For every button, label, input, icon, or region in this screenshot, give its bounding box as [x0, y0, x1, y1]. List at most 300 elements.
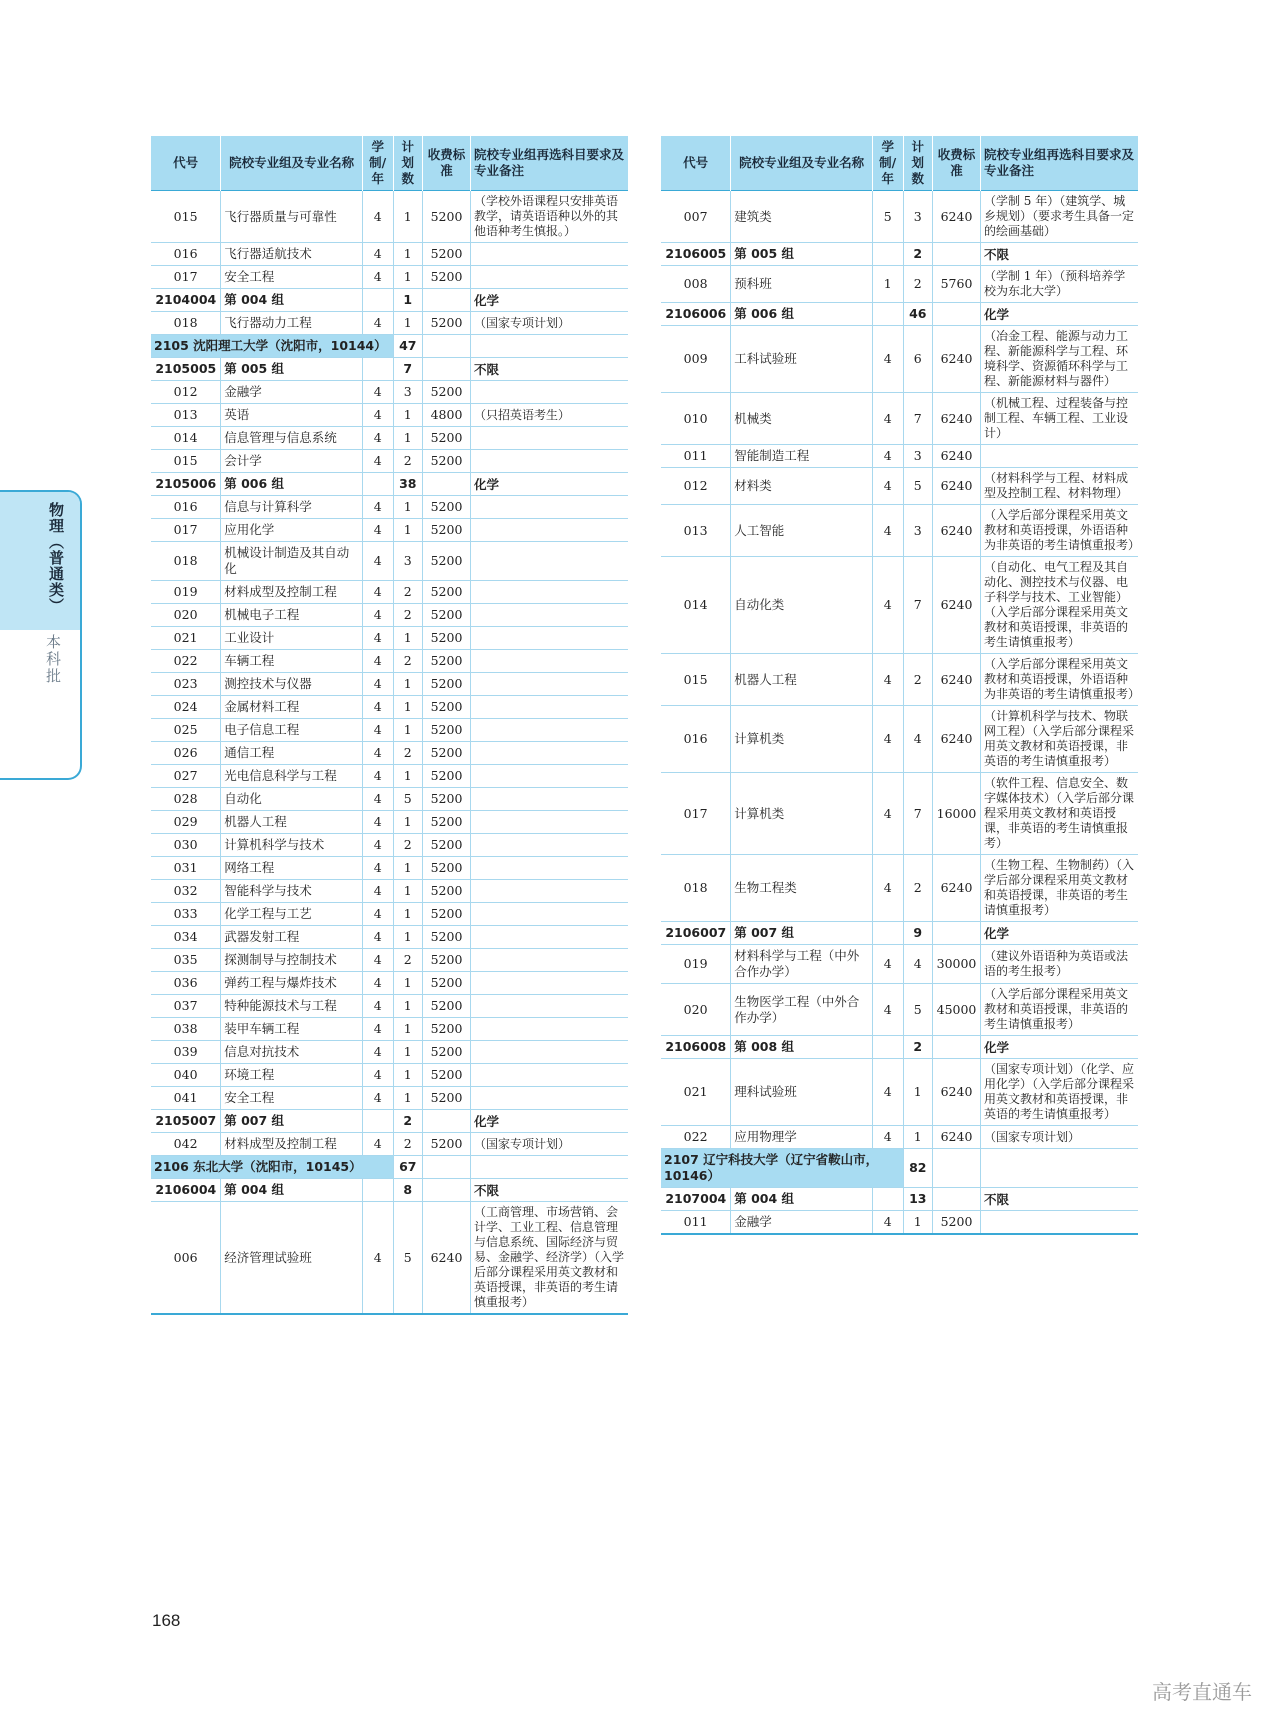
major-note: （材料科学与工程、材料成型及控制工程、材料物理） — [980, 468, 1138, 505]
major-plan: 2 — [903, 266, 933, 303]
major-code: 035 — [151, 949, 221, 972]
major-years: 4 — [362, 604, 393, 627]
major-years: 4 — [872, 468, 903, 505]
major-name: 弹药工程与爆炸技术 — [221, 972, 363, 995]
major-note — [470, 903, 628, 926]
major-years: 4 — [872, 773, 903, 855]
major-name: 光电信息科学与工程 — [221, 765, 363, 788]
major-name: 特种能源技术与工程 — [221, 995, 363, 1018]
major-code: 034 — [151, 926, 221, 949]
major-years: 4 — [872, 1211, 903, 1235]
major-name: 预科班 — [731, 266, 873, 303]
major-note — [470, 604, 628, 627]
major-row — [661, 393, 1138, 445]
group-plan: 2 — [393, 1110, 423, 1133]
header-name: 院校专业组及专业名称 — [731, 136, 873, 191]
major-note — [470, 1064, 628, 1087]
major-row — [151, 742, 628, 765]
group-plan: 38 — [393, 473, 423, 496]
major-note: （学制 1 年）（预科培养学校为东北大学） — [980, 266, 1138, 303]
major-note — [470, 995, 628, 1018]
major-years: 4 — [362, 312, 393, 335]
major-code: 027 — [151, 765, 221, 788]
major-row — [151, 581, 628, 604]
side-tab-batch: 本科批 — [44, 634, 62, 685]
major-name: 材料类 — [731, 468, 873, 505]
major-code: 022 — [661, 1126, 731, 1149]
major-plan: 3 — [903, 191, 933, 243]
major-fee: 5200 — [423, 627, 471, 650]
major-plan: 1 — [393, 857, 423, 880]
group-name: 第 007 组 — [221, 1110, 363, 1133]
major-note: （国家专项计划） — [980, 1126, 1138, 1149]
group-years — [362, 473, 393, 496]
group-subject-requirement: 不限 — [980, 1188, 1138, 1211]
side-tab-category: 物理（普通类） — [47, 502, 65, 614]
major-note: （入学后部分课程采用英文教材和英语授课，非英语的考生请慎重报考） — [980, 984, 1138, 1036]
major-row — [661, 706, 1138, 773]
major-plan: 5 — [903, 984, 933, 1036]
major-fee: 6240 — [933, 1059, 981, 1126]
watermark-text: 高考直通车 — [1152, 1680, 1252, 1704]
major-fee: 5760 — [933, 266, 981, 303]
major-fee: 5200 — [423, 496, 471, 519]
major-name: 金融学 — [221, 381, 363, 404]
group-years — [362, 289, 393, 312]
major-years: 4 — [362, 903, 393, 926]
major-name: 材料科学与工程（中外合作办学） — [731, 945, 873, 984]
major-years: 4 — [362, 972, 393, 995]
major-row — [151, 926, 628, 949]
group-years — [872, 243, 903, 266]
major-plan: 6 — [903, 326, 933, 393]
group-name: 第 006 组 — [731, 303, 873, 326]
major-years: 4 — [362, 673, 393, 696]
table-header-row — [661, 136, 1138, 191]
major-years: 4 — [362, 1064, 393, 1087]
major-years: 1 — [872, 266, 903, 303]
major-fee: 6240 — [933, 191, 981, 243]
major-row — [661, 654, 1138, 706]
major-years: 4 — [872, 945, 903, 984]
header-name: 院校专业组及专业名称 — [221, 136, 363, 191]
major-name: 建筑类 — [731, 191, 873, 243]
group-name: 第 004 组 — [221, 289, 363, 312]
group-name: 第 006 组 — [221, 473, 363, 496]
major-years: 4 — [362, 696, 393, 719]
major-code: 017 — [151, 519, 221, 542]
major-name: 理科试验班 — [731, 1059, 873, 1126]
major-row — [151, 650, 628, 673]
major-plan: 1 — [393, 1064, 423, 1087]
group-code: 2104004 — [151, 289, 221, 312]
university-plan: 47 — [393, 335, 423, 358]
major-fee: 5200 — [423, 650, 471, 673]
major-plan: 1 — [393, 903, 423, 926]
group-name: 第 008 组 — [731, 1036, 873, 1059]
major-plan: 2 — [393, 450, 423, 473]
major-fee: 6240 — [933, 326, 981, 393]
major-fee: 5200 — [423, 811, 471, 834]
major-plan: 2 — [393, 650, 423, 673]
group-name: 第 005 组 — [731, 243, 873, 266]
major-row — [151, 1064, 628, 1087]
major-plan: 1 — [393, 312, 423, 335]
group-code: 2105007 — [151, 1110, 221, 1133]
major-row — [151, 1202, 628, 1315]
major-note — [470, 627, 628, 650]
major-note — [470, 496, 628, 519]
major-name: 金融学 — [731, 1211, 873, 1235]
major-plan: 4 — [903, 706, 933, 773]
major-row — [151, 450, 628, 473]
university-note — [470, 335, 628, 358]
group-plan: 2 — [903, 243, 933, 266]
university-fee — [933, 1149, 981, 1188]
major-name: 探测制导与控制技术 — [221, 949, 363, 972]
major-name: 化学工程与工艺 — [221, 903, 363, 926]
major-plan: 2 — [393, 834, 423, 857]
major-plan: 3 — [393, 542, 423, 581]
major-name: 通信工程 — [221, 742, 363, 765]
major-row — [151, 765, 628, 788]
major-name: 应用化学 — [221, 519, 363, 542]
major-years: 5 — [872, 191, 903, 243]
major-code: 017 — [661, 773, 731, 855]
major-fee: 6240 — [933, 557, 981, 654]
major-years: 4 — [872, 855, 903, 922]
major-years: 4 — [362, 450, 393, 473]
major-note — [470, 1041, 628, 1064]
major-plan: 1 — [393, 972, 423, 995]
major-code: 012 — [151, 381, 221, 404]
major-code: 020 — [661, 984, 731, 1036]
group-years — [872, 1036, 903, 1059]
major-row — [661, 1126, 1138, 1149]
major-name: 英语 — [221, 404, 363, 427]
major-note: （自动化、电气工程及其自动化、测控技术与仪器、电子科学与技术、工业智能）（入学后部分课程采用英文教材和英语授课，非英语的考生请慎重报考） — [980, 557, 1138, 654]
major-note — [470, 1018, 628, 1041]
major-fee: 16000 — [933, 773, 981, 855]
major-years: 4 — [872, 1059, 903, 1126]
major-name: 机械设计制造及其自动化 — [221, 542, 363, 581]
group-row — [661, 243, 1138, 266]
major-plan: 3 — [903, 505, 933, 557]
major-fee: 5200 — [423, 604, 471, 627]
major-years: 4 — [872, 557, 903, 654]
group-fee — [423, 1179, 471, 1202]
group-fee — [933, 1188, 981, 1211]
major-note: （建议外语语种为英语或法语的考生报考） — [980, 945, 1138, 984]
major-code: 031 — [151, 857, 221, 880]
major-name: 飞行器适航技术 — [221, 243, 363, 266]
major-fee: 5200 — [423, 450, 471, 473]
major-years: 4 — [362, 519, 393, 542]
major-code: 011 — [661, 445, 731, 468]
major-fee: 5200 — [423, 1064, 471, 1087]
major-name: 智能科学与技术 — [221, 880, 363, 903]
major-years: 4 — [872, 984, 903, 1036]
major-plan: 2 — [393, 581, 423, 604]
major-years: 4 — [362, 1202, 393, 1315]
major-code: 014 — [661, 557, 731, 654]
major-years: 4 — [362, 243, 393, 266]
major-row — [661, 773, 1138, 855]
group-subject-requirement: 不限 — [980, 243, 1138, 266]
major-years: 4 — [362, 857, 393, 880]
major-name: 机械类 — [731, 393, 873, 445]
major-code: 039 — [151, 1041, 221, 1064]
major-row — [151, 496, 628, 519]
group-subject-requirement: 不限 — [470, 358, 628, 381]
major-fee: 5200 — [423, 719, 471, 742]
major-note — [470, 673, 628, 696]
major-years: 4 — [872, 505, 903, 557]
major-fee: 5200 — [423, 1133, 471, 1156]
group-row — [151, 1110, 628, 1133]
group-years — [362, 1110, 393, 1133]
university-row — [151, 335, 628, 358]
major-name: 电子信息工程 — [221, 719, 363, 742]
group-code: 2106007 — [661, 922, 731, 945]
group-row — [151, 358, 628, 381]
major-code: 016 — [151, 243, 221, 266]
major-fee: 5200 — [423, 742, 471, 765]
major-plan: 1 — [393, 1041, 423, 1064]
group-row — [661, 922, 1138, 945]
major-name: 车辆工程 — [221, 650, 363, 673]
major-years: 4 — [362, 719, 393, 742]
group-subject-requirement: 化学 — [980, 303, 1138, 326]
major-name: 飞行器动力工程 — [221, 312, 363, 335]
major-plan: 1 — [393, 811, 423, 834]
major-code: 029 — [151, 811, 221, 834]
major-name: 机械电子工程 — [221, 604, 363, 627]
major-note — [470, 719, 628, 742]
major-plan: 5 — [903, 468, 933, 505]
major-row — [151, 972, 628, 995]
major-note — [470, 972, 628, 995]
major-fee: 5200 — [423, 542, 471, 581]
group-row — [661, 1188, 1138, 1211]
major-plan: 1 — [393, 765, 423, 788]
major-fee: 6240 — [423, 1202, 471, 1315]
major-code: 026 — [151, 742, 221, 765]
major-code: 037 — [151, 995, 221, 1018]
group-years — [872, 1188, 903, 1211]
major-note — [470, 696, 628, 719]
major-plan: 2 — [393, 604, 423, 627]
header-code: 代号 — [661, 136, 731, 191]
major-note — [980, 445, 1138, 468]
major-row — [151, 857, 628, 880]
university-plan: 82 — [903, 1149, 933, 1188]
major-note — [470, 880, 628, 903]
major-name: 人工智能 — [731, 505, 873, 557]
major-fee: 5200 — [423, 903, 471, 926]
major-fee: 5200 — [423, 1018, 471, 1041]
group-plan: 7 — [393, 358, 423, 381]
major-years: 4 — [362, 742, 393, 765]
major-fee: 5200 — [423, 788, 471, 811]
major-years: 4 — [362, 496, 393, 519]
major-years: 4 — [362, 627, 393, 650]
major-note — [470, 857, 628, 880]
major-row — [151, 995, 628, 1018]
major-fee: 5200 — [423, 857, 471, 880]
group-subject-requirement: 化学 — [470, 289, 628, 312]
group-years — [362, 358, 393, 381]
major-code: 008 — [661, 266, 731, 303]
major-plan: 1 — [393, 243, 423, 266]
group-plan: 13 — [903, 1188, 933, 1211]
major-row — [151, 903, 628, 926]
major-note: （只招英语考生） — [470, 404, 628, 427]
header-code: 代号 — [151, 136, 221, 191]
group-subject-requirement: 化学 — [980, 922, 1138, 945]
major-fee: 5200 — [423, 312, 471, 335]
group-years — [872, 303, 903, 326]
major-row — [661, 445, 1138, 468]
group-subject-requirement: 不限 — [470, 1179, 628, 1202]
group-fee — [933, 303, 981, 326]
major-years: 4 — [362, 542, 393, 581]
major-row — [151, 627, 628, 650]
major-name: 金属材料工程 — [221, 696, 363, 719]
major-years: 4 — [362, 949, 393, 972]
major-row — [151, 266, 628, 289]
group-fee — [423, 473, 471, 496]
major-years: 4 — [362, 381, 393, 404]
major-row — [661, 945, 1138, 984]
group-plan: 1 — [393, 289, 423, 312]
major-code: 019 — [151, 581, 221, 604]
major-name: 材料成型及控制工程 — [221, 1133, 363, 1156]
major-code: 033 — [151, 903, 221, 926]
university-plan: 67 — [393, 1156, 423, 1179]
major-plan: 7 — [903, 773, 933, 855]
group-row — [151, 289, 628, 312]
major-note: （冶金工程、能源与动力工程、新能源科学与工程、环境科学、资源循环科学与工程、新能源材料与器件） — [980, 326, 1138, 393]
major-note — [470, 243, 628, 266]
major-note: （软件工程、信息安全、数字媒体技术）（入学后部分课程采用英文教材和英语授课，非英语的考生请慎重报考） — [980, 773, 1138, 855]
major-fee: 6240 — [933, 1126, 981, 1149]
major-fee: 5200 — [423, 696, 471, 719]
major-row — [661, 326, 1138, 393]
major-fee: 5200 — [423, 880, 471, 903]
major-note — [470, 926, 628, 949]
major-years: 4 — [362, 995, 393, 1018]
major-code: 032 — [151, 880, 221, 903]
major-code: 018 — [151, 542, 221, 581]
major-plan: 1 — [393, 1018, 423, 1041]
major-fee: 5200 — [423, 673, 471, 696]
university-fee — [423, 335, 471, 358]
major-plan: 4 — [903, 945, 933, 984]
major-name: 安全工程 — [221, 1087, 363, 1110]
major-plan: 2 — [903, 855, 933, 922]
major-row — [151, 1133, 628, 1156]
major-years: 4 — [362, 1018, 393, 1041]
major-row — [661, 468, 1138, 505]
table-body-left — [151, 191, 628, 1315]
major-years: 4 — [872, 706, 903, 773]
major-fee: 6240 — [933, 855, 981, 922]
major-plan: 1 — [393, 926, 423, 949]
group-code: 2106004 — [151, 1179, 221, 1202]
major-name: 网络工程 — [221, 857, 363, 880]
major-code: 030 — [151, 834, 221, 857]
major-fee: 5200 — [423, 381, 471, 404]
major-code: 014 — [151, 427, 221, 450]
major-name: 材料成型及控制工程 — [221, 581, 363, 604]
page-number: 168 — [152, 1611, 181, 1630]
major-note — [470, 650, 628, 673]
major-code: 016 — [151, 496, 221, 519]
major-fee: 5200 — [423, 926, 471, 949]
major-note — [470, 811, 628, 834]
major-fee: 6240 — [933, 468, 981, 505]
major-years: 4 — [362, 926, 393, 949]
major-code: 038 — [151, 1018, 221, 1041]
major-name: 信息管理与信息系统 — [221, 427, 363, 450]
group-name: 第 007 组 — [731, 922, 873, 945]
group-fee — [423, 289, 471, 312]
major-row — [661, 266, 1138, 303]
major-code: 018 — [151, 312, 221, 335]
major-row — [151, 542, 628, 581]
major-name: 工科试验班 — [731, 326, 873, 393]
major-name: 计算机类 — [731, 773, 873, 855]
header-plan: 计划数 — [393, 136, 423, 191]
header-note: 院校专业组再选科目要求及专业备注 — [980, 136, 1138, 191]
major-row — [661, 1059, 1138, 1126]
major-plan: 2 — [903, 654, 933, 706]
major-fee: 6240 — [933, 706, 981, 773]
header-years: 学制/年 — [362, 136, 393, 191]
major-note — [980, 1211, 1138, 1235]
major-row — [151, 880, 628, 903]
university-name: 2105 沈阳理工大学（沈阳市，10144） — [151, 335, 393, 358]
major-code: 009 — [661, 326, 731, 393]
group-fee — [423, 358, 471, 381]
group-row — [151, 473, 628, 496]
major-note: （国家专项计划） — [470, 1133, 628, 1156]
major-row — [661, 855, 1138, 922]
major-code: 011 — [661, 1211, 731, 1235]
major-years: 4 — [362, 811, 393, 834]
group-subject-requirement: 化学 — [470, 473, 628, 496]
group-name: 第 004 组 — [731, 1188, 873, 1211]
major-plan: 1 — [393, 1087, 423, 1110]
major-code: 010 — [661, 393, 731, 445]
header-fee: 收费标准 — [933, 136, 981, 191]
major-row — [151, 811, 628, 834]
major-plan: 1 — [393, 627, 423, 650]
group-fee — [423, 1110, 471, 1133]
major-code: 018 — [661, 855, 731, 922]
major-years: 4 — [362, 427, 393, 450]
major-row — [151, 312, 628, 335]
major-row — [661, 984, 1138, 1036]
major-years: 4 — [872, 326, 903, 393]
major-row — [661, 505, 1138, 557]
group-fee — [933, 922, 981, 945]
major-fee: 5200 — [423, 266, 471, 289]
major-name: 机器人工程 — [731, 654, 873, 706]
major-plan: 7 — [903, 557, 933, 654]
major-code: 040 — [151, 1064, 221, 1087]
